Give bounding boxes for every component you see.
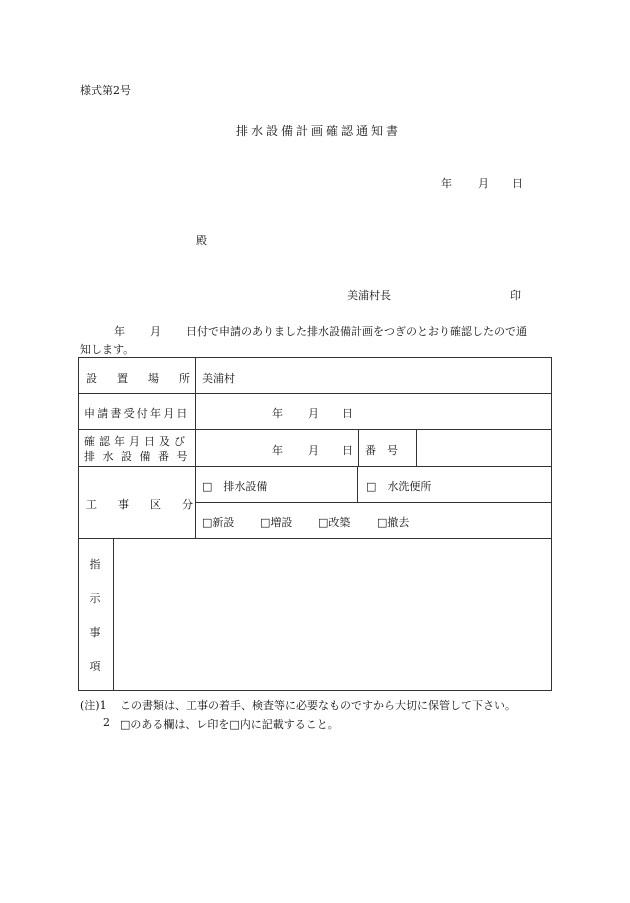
confirm-label-line1: 確認年月日及び: [84, 435, 189, 448]
option-flush-toilet[interactable]: □ 水洗便所: [366, 480, 432, 493]
date-day-label: 日: [512, 177, 523, 190]
number-field[interactable]: [418, 431, 550, 464]
instructions-char-2: 示: [89, 592, 101, 605]
seal-mark: 印: [510, 289, 521, 302]
note1-prefix: (注)1: [80, 699, 107, 712]
row-divider: [78, 429, 552, 430]
body-month: 月: [150, 325, 161, 338]
note2-prefix: 2: [103, 716, 110, 729]
row-divider: [195, 502, 552, 503]
date-year-label: 年: [441, 177, 452, 190]
location-value: 美浦村: [202, 372, 235, 385]
body-text-line1: 日付で申請のありました排水設備計画をつぎのとおり確認したので通: [186, 325, 527, 338]
note1-text: この書類は、工事の着手、検査等に必要なものですから大切に保管して下さい。: [120, 699, 516, 712]
option-new[interactable]: □新設: [202, 516, 235, 529]
location-label: [86, 370, 210, 386]
option-renovation[interactable]: □改築: [318, 516, 351, 529]
received-month: 月: [308, 407, 319, 420]
form-number: 様式第2号: [80, 84, 131, 97]
location-label-text: 設置場所: [86, 372, 210, 385]
number-label: 番 号: [365, 444, 398, 457]
instructions-field[interactable]: [116, 540, 550, 689]
document-title: 排水設備計画確認通知書: [236, 124, 402, 138]
confirm-year: 年: [272, 444, 283, 457]
confirm-label-line2: 排水設備番号: [84, 450, 195, 463]
option-extension[interactable]: □増設: [260, 516, 293, 529]
received-date-label: 申請書受付年月日: [84, 407, 190, 420]
instructions-char-3: 事: [89, 626, 101, 639]
option-drain-facility[interactable]: □ 排水設備: [202, 480, 268, 493]
note2-text: □のある欄は、レ印を□内に記載すること。: [120, 718, 339, 731]
received-year: 年: [272, 407, 283, 420]
confirm-month: 月: [308, 444, 319, 457]
instructions-char-1: 指: [89, 558, 101, 571]
column-divider: [358, 429, 359, 466]
column-divider: [357, 466, 358, 502]
work-type-label: 工事区分: [86, 498, 214, 511]
body-text-line2: 知します。: [80, 343, 135, 356]
instructions-char-4: 項: [89, 660, 101, 673]
instructions-label: [84, 556, 106, 674]
column-divider: [416, 429, 417, 466]
received-day: 日: [342, 407, 353, 420]
body-year: 年: [114, 325, 125, 338]
option-removal[interactable]: □撤去: [377, 516, 410, 529]
row-divider: [78, 393, 552, 394]
column-divider: [113, 538, 114, 691]
confirm-day: 日: [342, 444, 353, 457]
addressee-suffix: 殿: [196, 234, 207, 247]
row-divider: [78, 466, 552, 467]
issuer-name: 美浦村長: [347, 289, 391, 302]
date-month-label: 月: [478, 177, 489, 190]
row-divider: [78, 538, 552, 539]
